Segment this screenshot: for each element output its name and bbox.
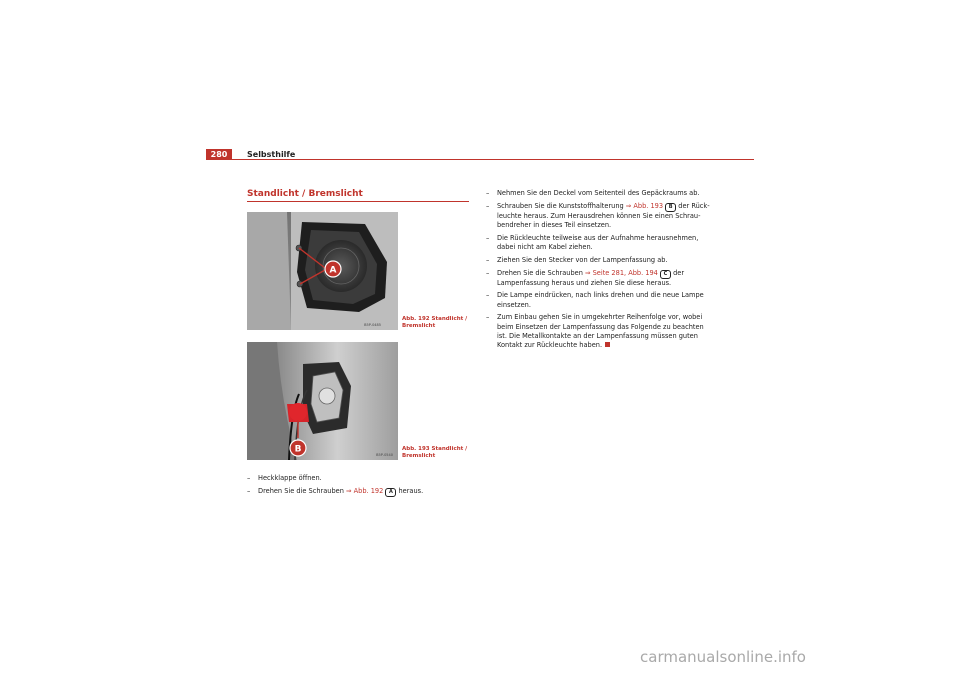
end-of-section-icon [605, 342, 610, 347]
list-item: – Drehen Sie die Schrauben ⇒ Seite 281, Abb. 194 C der Lampenfassung heraus und ziehen Sie diese heraus. [486, 269, 714, 288]
list-item: – Die Lampe eindrücken, nach links drehen und die neue Lampe einsetzen. [486, 291, 714, 309]
list-item: – Zum Einbau gehen Sie in umgekehrter Reihenfolge vor, wobei beim Einsetzen der Lampenfassung das Folgende zu beachten ist. Die Metallkontakte an der Lampenfassung müssen guten Kontakt zur Rückleuchte haben. [486, 313, 714, 350]
figure-link[interactable]: ⇒ Abb. 193 [625, 201, 664, 210]
figure-caption: Abb. 192 Standlicht / Bremslicht [402, 316, 468, 329]
figure-code: B5P-0485 [364, 323, 381, 327]
section-title: Standlicht / Bremslicht [247, 189, 363, 199]
callout-badge: B [665, 203, 676, 212]
instruction-list-left [247, 474, 469, 500]
tail-light-screws-illustration [247, 212, 398, 330]
figure-193-photo [247, 342, 398, 460]
plastic-holder-illustration [247, 342, 398, 460]
list-item: – Heckklappe öffnen. [247, 474, 469, 483]
instruction-list-right [486, 189, 714, 354]
list-item: – Nehmen Sie den Deckel vom Seitenteil des Gepäckraums ab. [486, 189, 714, 198]
page-number: 280 [206, 149, 232, 160]
section-rule [247, 201, 469, 202]
figure-code: B5P-0540 [376, 453, 393, 457]
chapter-title: Selbsthilfe [247, 150, 296, 159]
callout-b-label: B [294, 444, 302, 455]
list-item: – Schrauben Sie die Kunststoffhalterung ⇒ Abb. 193 B der Rückleuchte heraus. Zum Herausdrehen können Sie einen Schraubendreher in dieses Teil einsetzen. [486, 202, 714, 230]
callout-badge: C [660, 270, 671, 279]
header-rule [206, 159, 754, 160]
list-item: – Ziehen Sie den Stecker von der Lampenfassung ab. [486, 256, 714, 265]
figure-link[interactable]: ⇒ Abb. 192 [346, 486, 384, 495]
site-watermark: carmanualsonline.info [640, 648, 806, 666]
list-item: – Die Rückleuchte teilweise aus der Aufnahme herausnehmen, dabei nicht am Kabel ziehen. [486, 234, 714, 252]
callout-badge: A [385, 488, 396, 497]
figure-caption: Abb. 193 Standlicht / Bremslicht [402, 446, 468, 459]
callout-a-label: A [329, 265, 337, 276]
list-item: – Drehen Sie die Schrauben ⇒ Abb. 192 A heraus. [247, 487, 469, 497]
page-link[interactable]: ⇒ Seite 281, Abb. 194 [585, 268, 658, 277]
figure-192-photo [247, 212, 398, 330]
